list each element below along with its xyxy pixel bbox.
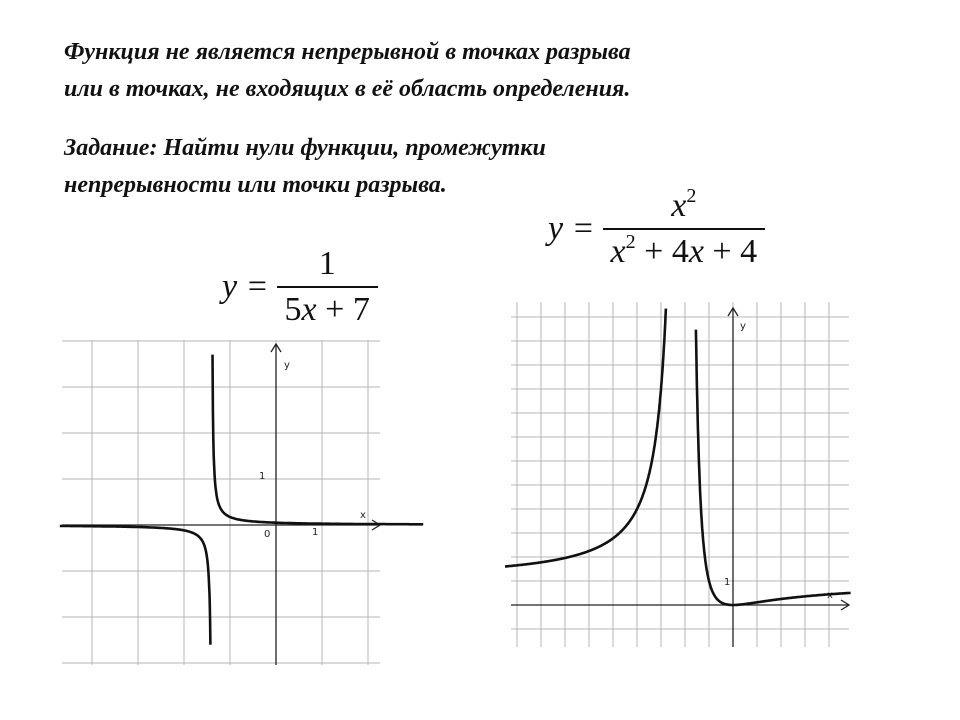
graph-2-curve-left-branch xyxy=(505,309,666,567)
formula-2-den-mid: + 4 xyxy=(635,233,689,270)
formula-1-den-const: + 7 xyxy=(316,291,370,328)
graph-2-x-label: x xyxy=(827,590,833,601)
graph-1-y-label: y xyxy=(284,360,290,371)
graph-1 xyxy=(62,340,382,665)
task-line-1: Задание: Найти нули функции, промежутки xyxy=(64,135,546,161)
graph-1-curve-left-branch xyxy=(60,526,211,645)
graph-2-y-label: y xyxy=(740,321,746,332)
graph-1-curve-right-branch xyxy=(213,355,424,525)
formula-1-lhs: y = xyxy=(222,268,269,305)
formula-1-den-coef: 5 xyxy=(284,291,302,328)
graph-2-grid xyxy=(511,302,849,647)
intro-line-2: или в точках, не входящих в её область определения. xyxy=(64,76,631,102)
graph-2-y-tick-1: 1 xyxy=(724,577,731,588)
formula-2-den-end: + 4 xyxy=(703,233,758,270)
formula-1-den-var: x xyxy=(301,291,317,328)
task-line-2: непрерывности или точки разрыва. xyxy=(64,172,447,198)
intro-line-1: Функция не является непрерывной в точках разрыва xyxy=(64,39,631,65)
formula-1-fraction xyxy=(277,244,378,330)
formula-2-fraction xyxy=(603,186,766,272)
formula-2-lhs: y = xyxy=(548,210,595,247)
graph-1-y-tick-1: 1 xyxy=(259,471,266,482)
graph-2 xyxy=(511,302,851,647)
formula-2-den-var1: x xyxy=(610,233,626,270)
formula-2-den-var2: x xyxy=(688,233,704,270)
graph-1-x-label: x xyxy=(360,510,366,521)
graph-2-curve-right-branch xyxy=(696,330,851,605)
formula-2-denominator xyxy=(603,228,766,272)
formula-2 xyxy=(548,186,765,272)
graph-1-origin-label: 0 xyxy=(264,529,271,540)
formula-2-num-exp: 2 xyxy=(686,185,697,207)
formula-1 xyxy=(222,244,378,330)
formula-2-num-var: x xyxy=(671,187,687,224)
formula-2-numerator xyxy=(663,186,704,228)
formula-1-numerator: 1 xyxy=(318,245,336,282)
formula-1-denominator xyxy=(277,286,378,330)
intro-text xyxy=(64,34,924,108)
graph-1-grid xyxy=(62,340,380,665)
graph-1-x-tick-1: 1 xyxy=(312,527,319,538)
formula-2-den-exp: 2 xyxy=(625,231,636,253)
